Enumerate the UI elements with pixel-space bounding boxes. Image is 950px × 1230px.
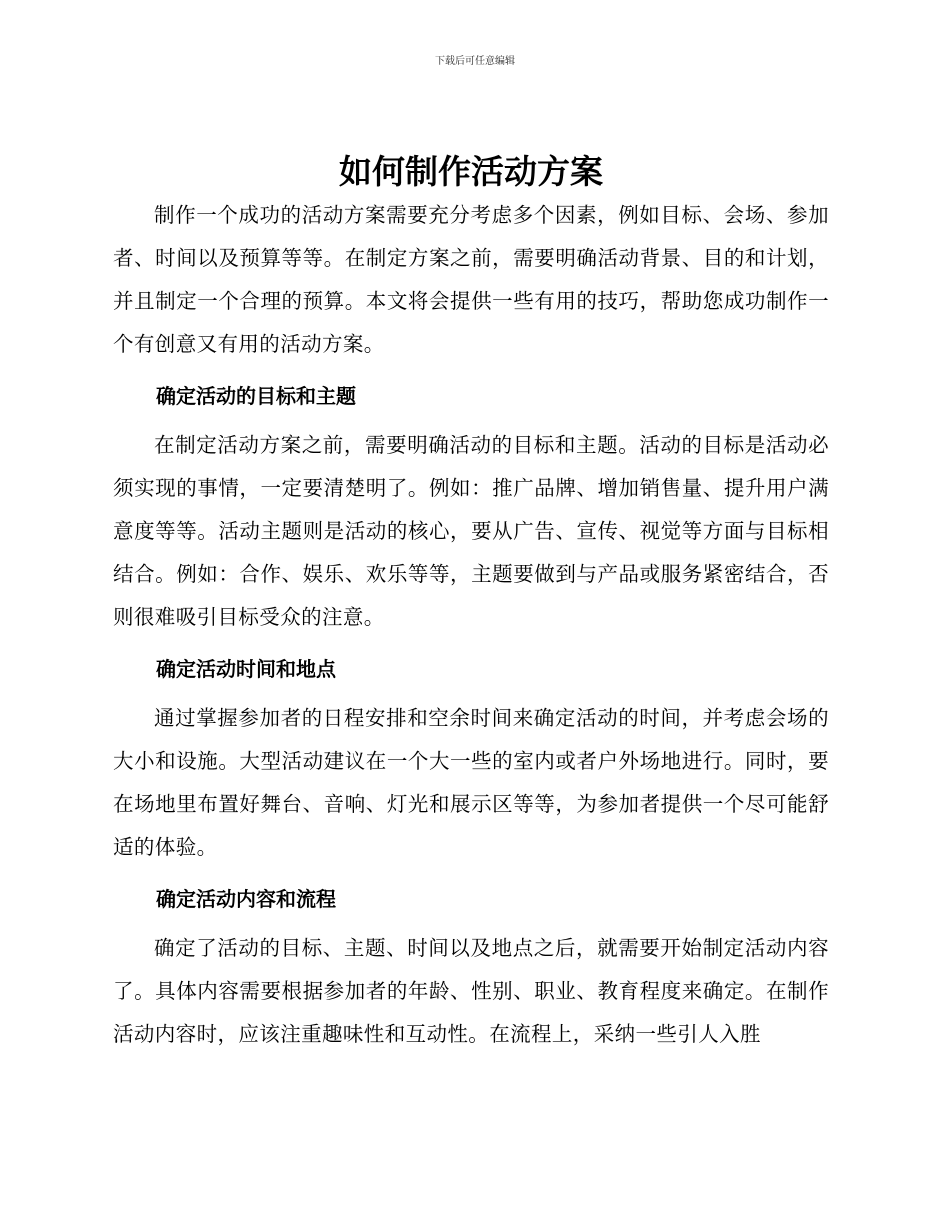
- section-paragraph-time-place: 通过掌握参加者的日程安排和空余时间来确定活动的时间，并考虑会场的大小和设施。大型活动建议在一个大一些的室内或者户外场地进行。同时，要在场地里布置好舞台、音响、灯光和展示区等等，为参加者提供一个尽可能舒适的体验。: [113, 706, 829, 859]
- section-paragraph-goals: 在制定活动方案之前，需要明确活动的目标和主题。活动的目标是活动必须实现的事情，一定要清楚明了。例如：推广品牌、增加销售量、提升用户满意度等等。活动主题则是活动的核心，要从广告、宣传、视觉等方面与目标相结合。例如：合作、娱乐、欢乐等等，主题要做到与产品或服务紧密结合，否则很难吸引目标受众的注意。: [113, 433, 829, 629]
- document-title: 如何制作活动方案: [339, 152, 603, 191]
- intro-paragraph: 制作一个成功的活动方案需要充分考虑多个因素，例如目标、会场、参加者、时间以及预算等等。在制定方案之前，需要明确活动背景、目的和计划，并且制定一个合理的预算。本文将会提供一些有用的技巧，帮助您成功制作一个有创意又有用的活动方案。: [113, 203, 829, 356]
- section-heading-goals: 确定活动的目标和主题: [156, 384, 356, 408]
- document-body: [113, 150, 829, 1056]
- page-header-note: 下载后可任意编辑: [435, 56, 515, 67]
- section-paragraph-content-flow: 确定了活动的目标、主题、时间以及地点之后，就需要开始制定活动内容了。具体内容需要根据参加者的年龄、性别、职业、教育程度来确定。在制作活动内容时，应该注重趣味性和互动性。在流程上，采纳一些引人入胜: [113, 936, 829, 1046]
- section-heading-content-flow: 确定活动内容和流程: [156, 887, 336, 911]
- section-heading-time-place: 确定活动时间和地点: [156, 657, 336, 681]
